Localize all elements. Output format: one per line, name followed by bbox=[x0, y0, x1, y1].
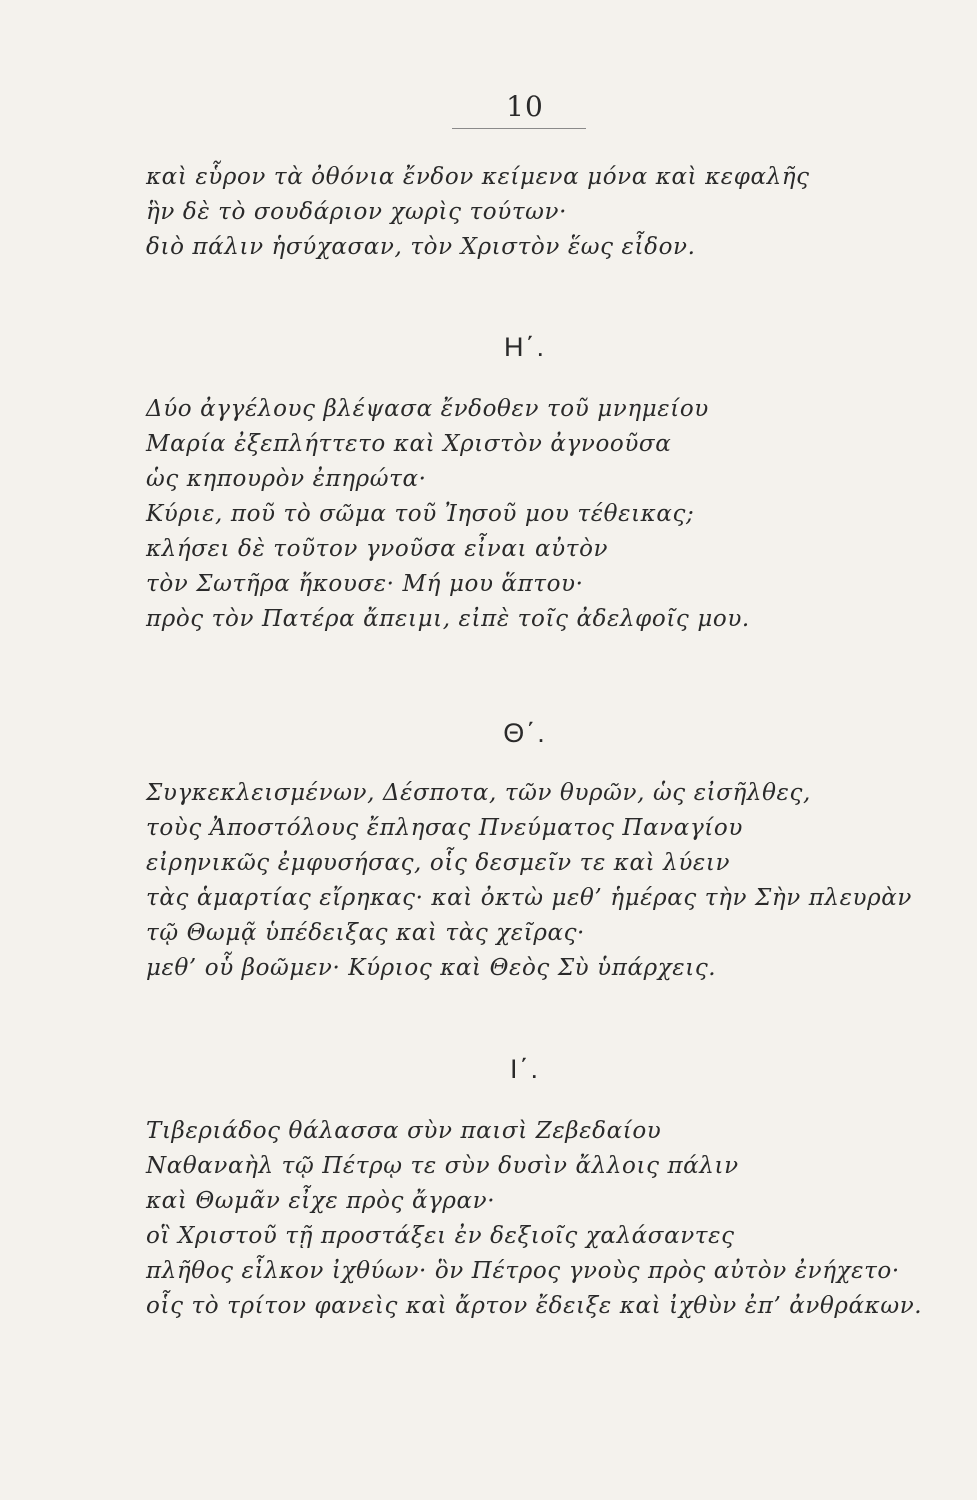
stanza-line: πρὸς τὸν Πατέρα ἄπειμι, εἰπὲ τοῖς ἀδελφοῖς μου. bbox=[146, 606, 750, 632]
stanza-line: πλῆθος εἷλκον ἰχθύων· ὃν Πέτρος γνοὺς πρὸς αὐτὸν ἐνήχετο· bbox=[146, 1258, 900, 1284]
stanza-line: οἷς τὸ τρίτον φανεὶς καὶ ἄρτον ἔδειξε καὶ ἰχθὺν ἐπ’ ἀνθράκων. bbox=[146, 1293, 923, 1319]
section-theta-stanza bbox=[146, 776, 912, 986]
section-heading-theta: Θ΄. bbox=[503, 718, 547, 748]
stanza-line: Συγκεκλεισμένων, Δέσποτα, τῶν θυρῶν, ὡς εἰσῆλθες, bbox=[146, 780, 811, 806]
stanza-line: ὡς κηπουρὸν ἐπηρώτα· bbox=[146, 466, 427, 492]
stanza-line: Ναθαναὴλ τῷ Πέτρῳ τε σὺν δυσὶν ἄλλοις πάλιν bbox=[146, 1153, 739, 1179]
stanza-line: Μαρία ἐξεπλήττετο καὶ Χριστὸν ἀγνοοῦσα bbox=[146, 431, 672, 457]
page-number-rule bbox=[452, 128, 586, 129]
section-heading-iota: Ι΄. bbox=[510, 1054, 540, 1084]
stanza-line: εἰρηνικῶς ἐμφυσήσας, οἷς δεσμεῖν τε καὶ λύειν bbox=[146, 850, 731, 876]
stanza-line: τοὺς Ἀποστόλους ἔπλησας Πνεύματος Παναγίου bbox=[146, 815, 743, 841]
stanza-line: τῷ Θωμᾷ ὑπέδειξας καὶ τὰς χεῖρας· bbox=[146, 920, 585, 946]
section-iota-stanza bbox=[146, 1114, 922, 1324]
section-heading-eta: Η΄. bbox=[504, 332, 546, 362]
stanza-line: οἳ Χριστοῦ τῇ προστάξει ἐν δεξιοῖς χαλάσαντες bbox=[146, 1223, 735, 1249]
page-number: 10 bbox=[506, 90, 544, 123]
stanza-line: Τιβεριάδος θάλασσα σὺν παισὶ Ζεβεδαίου bbox=[146, 1118, 662, 1144]
stanza-line: καὶ Θωμᾶν εἶχε πρὸς ἄγραν· bbox=[146, 1188, 496, 1214]
stanza-line: τὸν Σωτῆρα ἤκουσε· Μή μου ἅπτου· bbox=[146, 571, 584, 597]
stanza-line: Κύριε, ποῦ τὸ σῶμα τοῦ Ἰησοῦ μου τέθεικας; bbox=[146, 501, 695, 527]
intro-line: ἣν δὲ τὸ σουδάριον χωρὶς τούτων· bbox=[146, 199, 567, 225]
stanza-line: Δύο ἀγγέλους βλέψασα ἔνδοθεν τοῦ μνημείου bbox=[146, 396, 709, 422]
stanza-line: μεθ’ οὗ βοῶμεν· Κύριος καὶ Θεὸς Σὺ ὑπάρχεις. bbox=[146, 955, 717, 981]
stanza-line: κλήσει δὲ τοῦτον γνοῦσα εἶναι αὐτὸν bbox=[146, 536, 609, 562]
intro-line: καὶ εὗρον τὰ ὀθόνια ἔνδον κείμενα μόνα καὶ κεφαλῆς bbox=[146, 164, 810, 190]
intro-line: διὸ πάλιν ἡσύχασαν, τὸν Χριστὸν ἕως εἶδον. bbox=[146, 234, 696, 260]
stanza-line: τὰς ἁμαρτίας εἴρηκας· καὶ ὀκτὼ μεθ’ ἡμέρας τὴν Σὴν πλευρὰν bbox=[146, 885, 912, 911]
intro-stanza bbox=[146, 160, 810, 265]
section-eta-stanza bbox=[146, 392, 750, 637]
